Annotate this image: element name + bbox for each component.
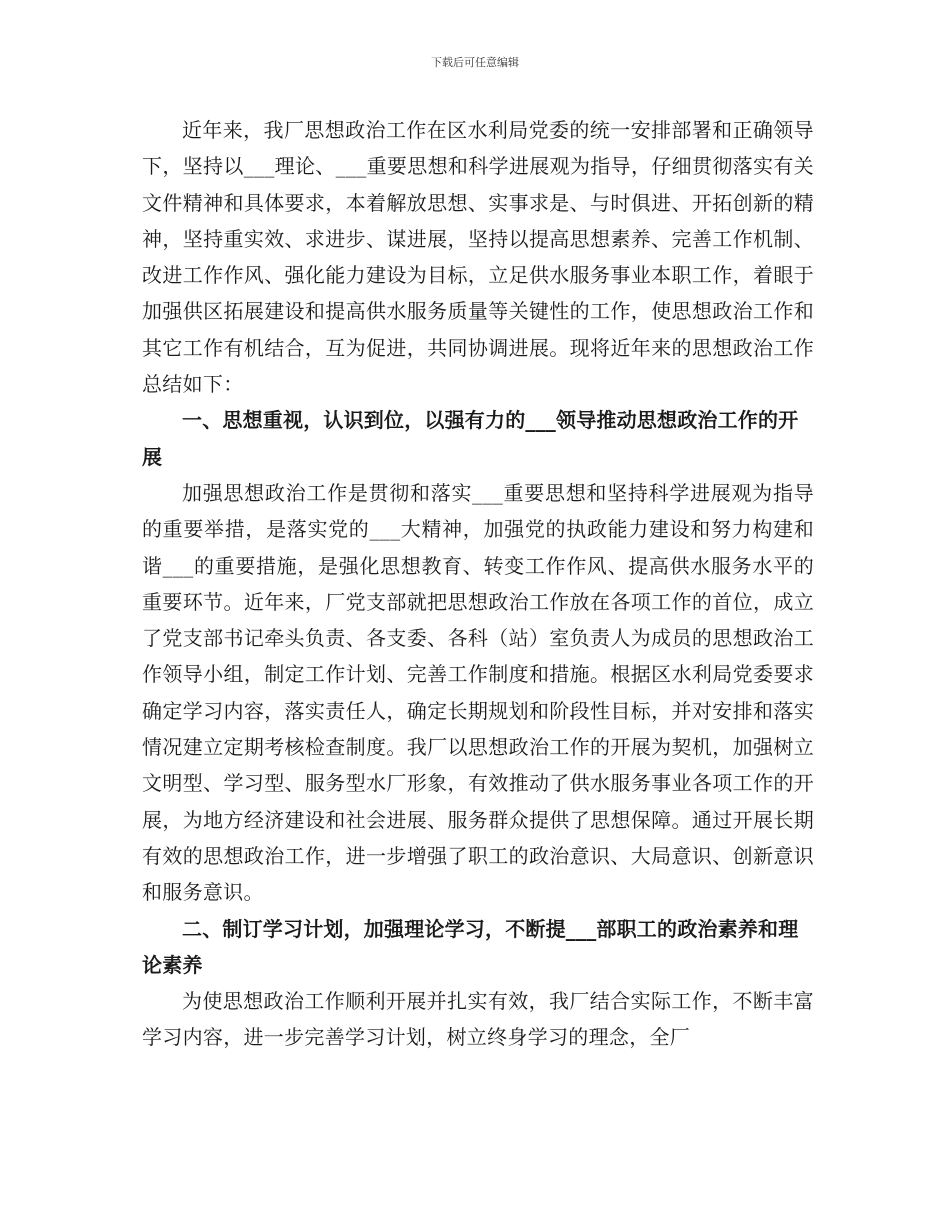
section-2-paragraph: 为使思想政治工作顺利开展并扎实有效，我厂结合实际工作，不断丰富学习内容，进一步完善学习计划，树立终身学习的理念，全厂 — [142, 989, 814, 1050]
section-1-paragraph: 加强思想政治工作是贯彻和落实___重要思想和坚持科学进展观为指导的重要举措，是落实党的___大精神，加强党的执政能力建设和努力构建和谐___的重要措施，是强化思想教育、转变工作作风、提高供水服务水平的重要环节。近年来，厂党支部就把思想政治工作放在各项工作的首位，成立了党支部书记牵头负责、各支委、各科（站）室负责人为成员的思想政治工作领导小组，制定工作计划、完善工作制度和措施。根据区水利局党委要求确定学习内容，落实责任人，确定长期规划和阶段性目标，并对安排和落实情况建立定期考核检查制度。我厂以思想政治工作的开展为契机，加强树立文明型、学习型、服务型水厂形象，有效推动了供水服务事业各项工作的开展，为地方经济建设和社会进展、服务群众提供了思想保障。通过开展长期有效的思想政治工作，进一步增强了职工的政治意识、大局意识、创新意识和服务意识。 — [142, 480, 814, 905]
section-heading-1: 一、思想重视，认识到位，以强有力的___领导推动思想政治工作的开展 — [142, 408, 799, 469]
page-header-note: 下载后可任意编辑 — [431, 56, 519, 69]
intro-paragraph: 近年来，我厂思想政治工作在区水利局党委的统一安排部署和正确领导下，坚持以___理论、___重要思想和科学进展观为指导，仔细贯彻落实有关文件精神和具体要求，本着解放思想、实事求是、与时俱进、开拓创新的精神，坚持重实效、求进步、谋进展，坚持以提高思想素养、完善工作机制、改进工作作风、强化能力建设为目标，立足供水服务事业本职工作，着眼于加强供区拓展建设和提高供水服务质量等关键性的工作，使思想政治工作和其它工作有机结合，互为促进，共同协调进展。现将近年来的思想政治工作总结如下： — [142, 118, 814, 397]
document-body — [142, 112, 814, 1056]
section-heading-2: 二、制订学习计划，加强理论学习，不断提___部职工的政治素养和理论素养 — [142, 916, 799, 977]
